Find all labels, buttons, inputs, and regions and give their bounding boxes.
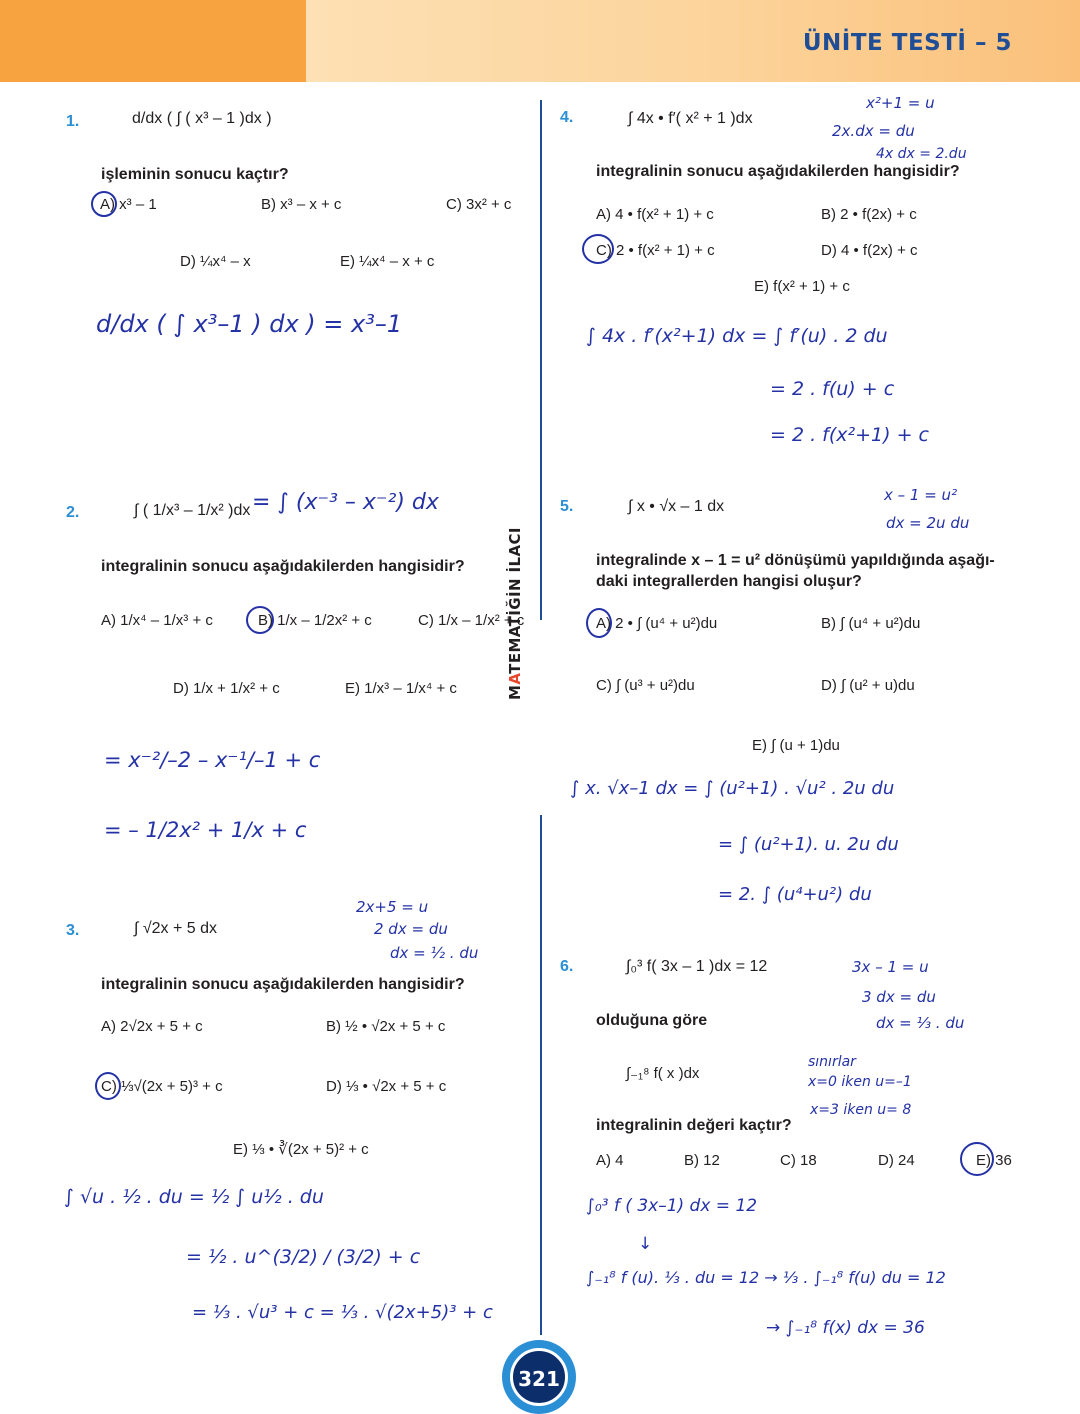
handwritten-solution: = 2. ∫ (u⁴+u²) du (718, 884, 872, 905)
option-e[interactable]: E) ¼x⁴ – x + c (340, 253, 435, 270)
option-c[interactable]: C) 1/x – 1/x² + c (418, 612, 525, 629)
handwritten-solution: = ∫ (u²+1). u. 2u du (718, 834, 899, 855)
handwritten-solution: ∫ √u . ½ . du = ½ ∫ u½ . du (64, 1186, 324, 1208)
option-e[interactable]: E) ⅓ • ∛(2x + 5)² + c (233, 1141, 369, 1158)
option-a[interactable]: A) 2√2x + 5 + c (101, 1018, 203, 1035)
option-b[interactable]: B) x³ – x + c (261, 196, 342, 213)
header-orange-block (0, 0, 306, 82)
option-c[interactable]: C) 18 (780, 1152, 817, 1169)
question-stem: integralinin sonucu aşağıdakilerden hangisidir? (101, 976, 465, 993)
unit-test-title: ÜNİTE TESTİ – 5 (802, 30, 1012, 56)
question-expression: ∫₀³ f( 3x – 1 )dx = 12 (626, 958, 768, 975)
option-b[interactable]: B) 12 (684, 1152, 720, 1169)
handwritten-note: x=0 iken u=–1 (808, 1074, 912, 1090)
option-d[interactable]: D) ⅓ • √2x + 5 + c (326, 1078, 447, 1095)
option-d[interactable]: D) 4 • f(2x) + c (821, 242, 918, 259)
option-a[interactable]: A) x³ – 1 (100, 196, 157, 213)
handwritten-solution: = 2 . f(u) + c (770, 378, 895, 400)
handwritten-solution: = ⅓ . √u³ + c = ⅓ . √(2x+5)³ + c (192, 1302, 493, 1323)
question-expression: ∫ √2x + 5 dx (134, 920, 217, 937)
question-expression: d/dx ( ∫ ( x³ – 1 )dx ) (132, 110, 272, 127)
handwritten-solution: = – 1/2x² + 1/x + c (104, 818, 307, 842)
option-a[interactable]: A) 2 • ∫ (u⁴ + u²)du (596, 615, 718, 632)
handwritten-note: 3 dx = du (862, 988, 936, 1006)
handwritten-solution: ↓ (638, 1234, 653, 1254)
handwritten-note: = ∫ (x⁻³ – x⁻²) dx (252, 490, 439, 515)
option-d[interactable]: D) ¼x⁴ – x (180, 253, 251, 270)
question-expression: ∫ x • √x – 1 dx (628, 498, 725, 515)
page-number-badge (502, 1340, 576, 1414)
handwritten-note: sınırlar (808, 1054, 856, 1070)
option-c[interactable]: C) 3x² + c (446, 196, 512, 213)
option-d[interactable]: D) ∫ (u² + u)du (821, 677, 915, 694)
option-d[interactable]: D) 24 (878, 1152, 915, 1169)
option-e[interactable]: E) 1/x³ – 1/x⁴ + c (345, 680, 457, 697)
option-d[interactable]: D) 1/x + 1/x² + c (173, 680, 280, 697)
handwritten-note: 4x dx = 2.du (876, 146, 967, 162)
question-number: 4. (560, 109, 574, 126)
question-stem: integralinin değeri kaçtır? (596, 1117, 792, 1134)
question-number: 5. (560, 498, 574, 515)
question-number: 3. (66, 922, 80, 939)
page-number: 321 (518, 1367, 560, 1391)
option-b[interactable]: B) ½ • √2x + 5 + c (326, 1018, 446, 1035)
option-a[interactable]: A) 1/x⁴ – 1/x³ + c (101, 612, 213, 629)
question-expression: ∫₋₁⁸ f( x )dx (626, 1065, 700, 1082)
question-stem: integralinde x – 1 = u² dönüşümü yapıldığında aşağı- (596, 552, 995, 569)
question-expression: ∫ ( 1/x³ – 1/x² )dx (134, 502, 251, 519)
handwritten-solution: ∫ x. √x–1 dx = ∫ (u²+1) . √u² . 2u du (570, 778, 895, 799)
option-c[interactable]: C) ∫ (u³ + u²)du (596, 677, 695, 694)
question-number: 6. (560, 958, 574, 975)
handwritten-note: 3x – 1 = u (852, 958, 929, 976)
handwritten-solution: = ½ . u^(3/2) / (3/2) + c (186, 1246, 421, 1268)
option-e[interactable]: E) f(x² + 1) + c (754, 278, 850, 295)
handwritten-note: dx = 2u du (886, 514, 970, 532)
question-number: 1. (66, 113, 80, 130)
question-number: 2. (66, 504, 80, 521)
handwritten-solution: = x⁻²/–2 – x⁻¹/–1 + c (104, 748, 321, 772)
option-b[interactable]: B) 1/x – 1/2x² + c (258, 612, 372, 629)
handwritten-solution: ∫ 4x . f′(x²+1) dx = ∫ f′(u) . 2 du (586, 325, 888, 347)
option-c[interactable]: C) ⅓√(2x + 5)³ + c (101, 1078, 223, 1095)
handwritten-solution: → ∫₋₁⁸ f(x) dx = 36 (766, 1318, 925, 1338)
column-divider (540, 815, 542, 1335)
handwritten-solution: d/dx ( ∫ x³–1 ) dx ) = x³–1 (96, 310, 403, 338)
handwritten-note: dx = ⅓ . du (876, 1014, 965, 1032)
option-b[interactable]: B) 2 • f(2x) + c (821, 206, 917, 223)
handwritten-note: dx = ½ . du (390, 944, 479, 962)
question-stem: işleminin sonucu kaçtır? (101, 166, 289, 183)
question-stem: integralinin sonucu aşağıdakilerden hangisidir? (101, 558, 465, 575)
question-stem: olduğuna göre (596, 1012, 708, 1029)
handwritten-note: x – 1 = u² (884, 486, 958, 504)
option-b[interactable]: B) ∫ (u⁴ + u²)du (821, 615, 921, 632)
column-divider (540, 100, 542, 620)
handwritten-solution: = 2 . f(x²+1) + c (770, 424, 929, 446)
option-a[interactable]: A) 4 (596, 1152, 624, 1169)
question-stem: integralinin sonucu aşağıdakilerden hangisidir? (596, 163, 960, 180)
brand-label: MATEMATİĞİN İLACI (506, 527, 524, 700)
option-e[interactable]: E) 36 (976, 1152, 1012, 1169)
page-header (0, 0, 1080, 82)
handwritten-note: x²+1 = u (866, 94, 935, 112)
handwritten-note: 2 dx = du (374, 920, 448, 938)
option-e[interactable]: E) ∫ (u + 1)du (752, 737, 840, 754)
handwritten-note: 2x.dx = du (832, 122, 915, 140)
option-a[interactable]: A) 4 • f(x² + 1) + c (596, 206, 714, 223)
option-c[interactable]: C) 2 • f(x² + 1) + c (596, 242, 715, 259)
question-expression: ∫ 4x • f′( x² + 1 )dx (628, 110, 753, 127)
handwritten-solution: ∫₋₁⁸ f (u). ⅓ . du = 12 → ⅓ . ∫₋₁⁸ f(u) du = 12 (586, 1268, 946, 1287)
question-stem: daki integrallerden hangisi oluşur? (596, 573, 862, 590)
handwritten-solution: ∫₀³ f ( 3x–1) dx = 12 (586, 1196, 758, 1216)
handwritten-note: x=3 iken u= 8 (810, 1102, 912, 1118)
handwritten-note: 2x+5 = u (356, 898, 429, 916)
